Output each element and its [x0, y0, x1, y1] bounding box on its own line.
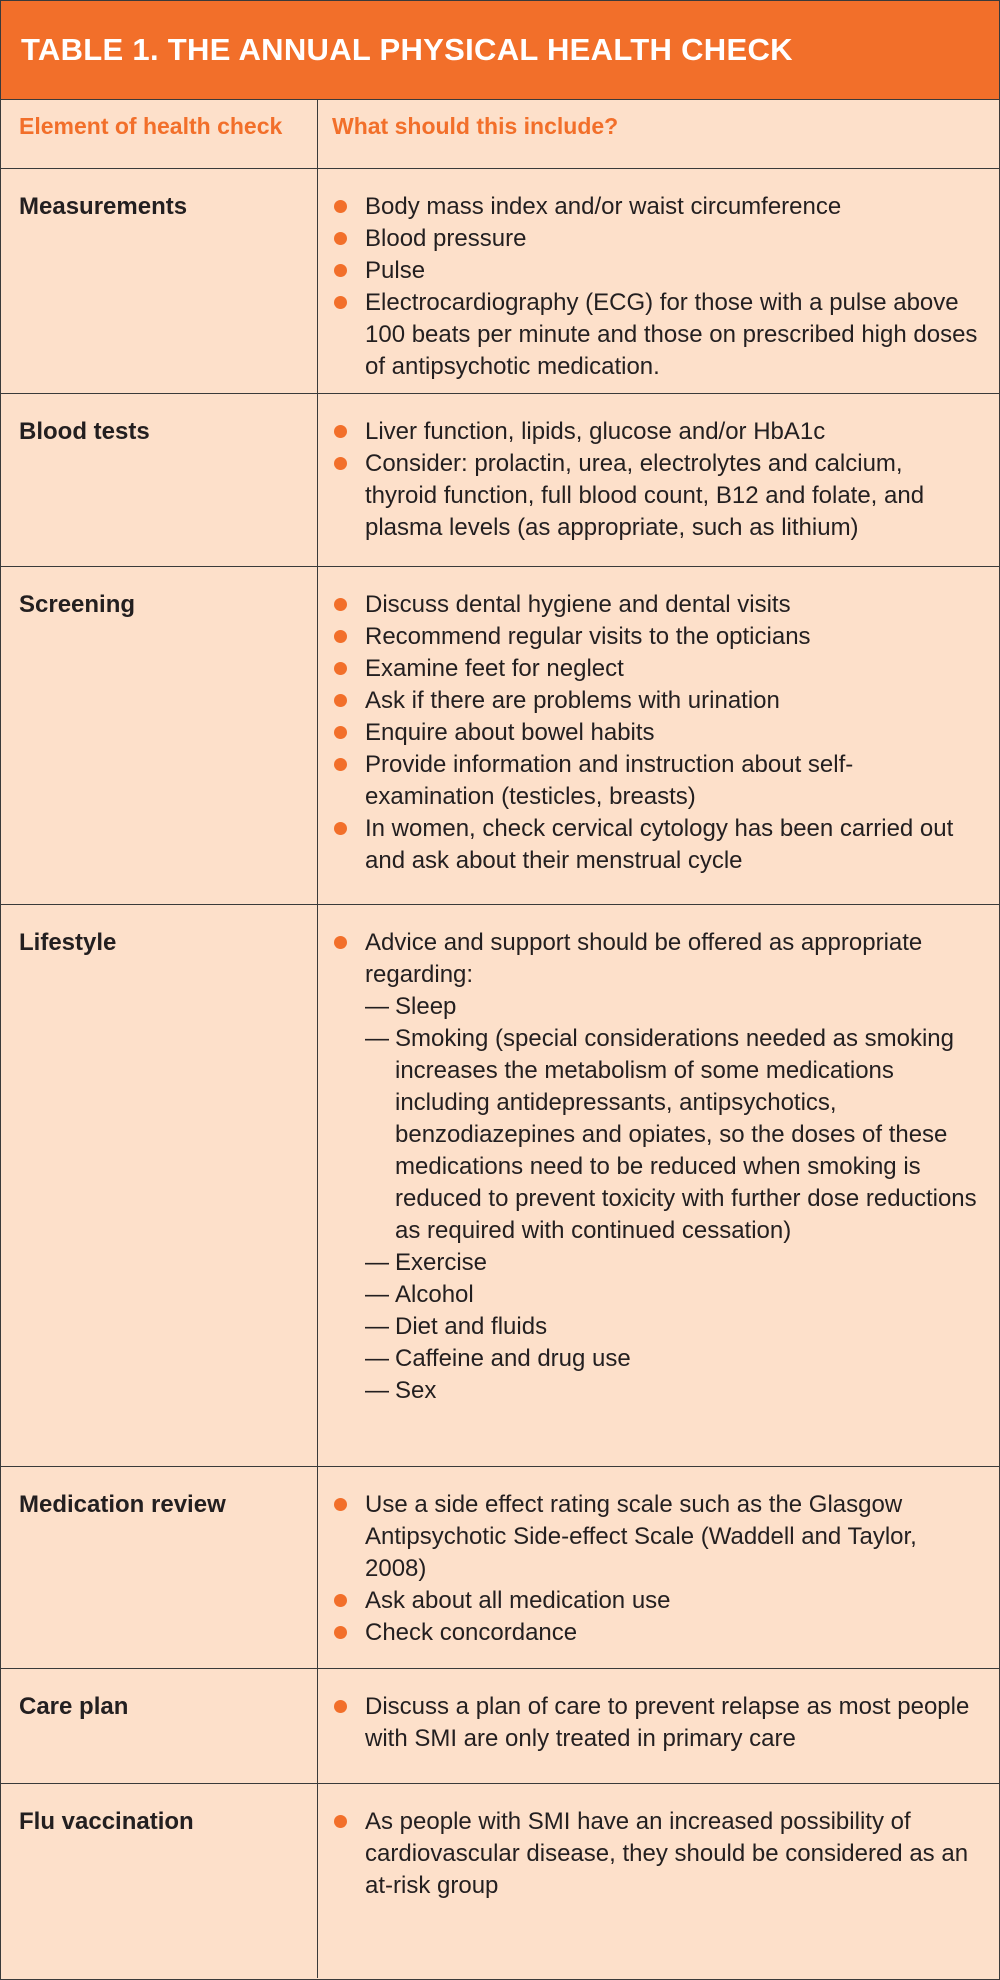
- list-item: Consider: prolactin, urea, electrolytes and calcium, thyroid function, full blood count, B12 and folate, and plasma levels (as appropriate, such as lithium): [332, 448, 979, 544]
- row-label: Lifestyle: [1, 905, 318, 1466]
- list-item: Discuss a plan of care to prevent relapse as most people with SMI are only treated in primary care: [332, 1691, 979, 1755]
- bullet-list: [332, 416, 979, 544]
- sub-list-item: — Sex: [365, 1375, 979, 1407]
- table-header-row: [1, 100, 999, 169]
- sub-list-item: — Diet and fluids: [365, 1311, 979, 1343]
- row-label: Blood tests: [1, 394, 318, 566]
- bullet-list: [332, 1691, 979, 1755]
- list-item: Check concordance: [332, 1617, 979, 1649]
- list-item: Discuss dental hygiene and dental visits: [332, 589, 979, 621]
- sub-list-item: — Sleep: [365, 991, 979, 1023]
- list-item: Enquire about bowel habits: [332, 717, 979, 749]
- bullet-list: [332, 927, 979, 1407]
- row-content: [318, 394, 999, 566]
- list-item: Pulse: [332, 255, 979, 287]
- table-row-medication-review: [1, 1467, 999, 1669]
- table-row-blood-tests: [1, 394, 999, 567]
- row-content: [318, 1784, 999, 1978]
- row-label: Medication review: [1, 1467, 318, 1668]
- table-row-flu-vaccination: [1, 1784, 999, 1978]
- row-content: [318, 1467, 999, 1668]
- row-label: Flu vaccination: [1, 1784, 318, 1978]
- list-item: Blood pressure: [332, 223, 979, 255]
- sub-list-item: — Alcohol: [365, 1279, 979, 1311]
- row-label: Care plan: [1, 1669, 318, 1783]
- header-element: Element of health check: [1, 100, 318, 168]
- bullet-list: [332, 1806, 979, 1902]
- row-label: Screening: [1, 567, 318, 904]
- list-item: As people with SMI have an increased possibility of cardiovascular disease, they should be considered as an at-risk group: [332, 1806, 979, 1902]
- table-row-care-plan: [1, 1669, 999, 1784]
- table-title: TABLE 1. THE ANNUAL PHYSICAL HEALTH CHECK: [21, 32, 793, 67]
- table-row-measurements: [1, 169, 999, 394]
- table-row-lifestyle: [1, 905, 999, 1467]
- list-item: Liver function, lipids, glucose and/or HbA1c: [332, 416, 979, 448]
- sub-list: [365, 991, 979, 1407]
- health-check-table: [1, 100, 999, 1978]
- bullet-list: [332, 1489, 979, 1649]
- list-item: Ask about all medication use: [332, 1585, 979, 1617]
- list-item: [332, 927, 979, 1407]
- row-label: Measurements: [1, 169, 318, 393]
- list-item-text: Advice and support should be offered as appropriate regarding:: [365, 929, 923, 988]
- list-item: In women, check cervical cytology has been carried out and ask about their menstrual cycle: [332, 813, 979, 877]
- header-include: What should this include?: [332, 113, 619, 139]
- table-title-bar: [1, 1, 999, 100]
- list-item: Electrocardiography (ECG) for those with a pulse above 100 beats per minute and those on prescribed high doses of antipsychotic medication.: [332, 287, 979, 383]
- row-content: [318, 905, 999, 1466]
- table-row-screening: [1, 567, 999, 905]
- bullet-list: [332, 589, 979, 877]
- list-item: Use a side effect rating scale such as the Glasgow Antipsychotic Side-effect Scale (Waddell and Taylor, 2008): [332, 1489, 979, 1585]
- list-item: Ask if there are problems with urination: [332, 685, 979, 717]
- row-content: [318, 1669, 999, 1783]
- sub-list-item: — Exercise: [365, 1247, 979, 1279]
- list-item: Provide information and instruction about self-examination (testicles, breasts): [332, 749, 979, 813]
- row-content: [318, 169, 999, 393]
- row-content: [318, 567, 999, 904]
- list-item: Examine feet for neglect: [332, 653, 979, 685]
- list-item: Recommend regular visits to the opticians: [332, 621, 979, 653]
- bullet-list: [332, 191, 979, 383]
- sub-list-item: — Caffeine and drug use: [365, 1343, 979, 1375]
- list-item: Body mass index and/or waist circumference: [332, 191, 979, 223]
- sub-list-item: — Smoking (special considerations needed as smoking increases the metabolism of some medications including antidepressants, antipsychotics, benzodiazepines and opiates, so the doses of these medications need to be reduced when smoking is reduced to prevent toxicity with further dose reductions as required with continued cessation): [365, 1023, 979, 1247]
